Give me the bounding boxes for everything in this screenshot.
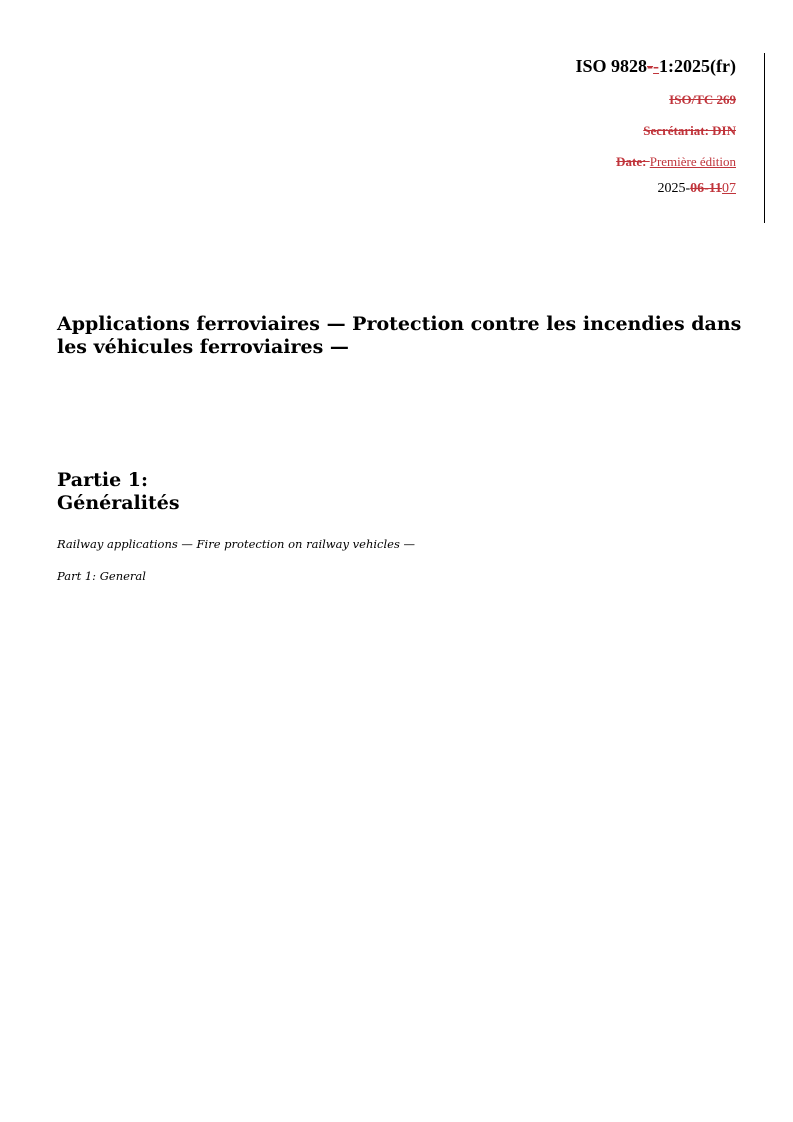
date-deleted: 06-11: [690, 181, 722, 196]
secretariat-line: [576, 123, 737, 139]
standard-number-inserted-dash: -: [653, 56, 660, 76]
revision-change-bar: [764, 53, 765, 223]
secretariat-deleted: Secrétariat: DIN: [643, 123, 736, 138]
part-title: [57, 469, 747, 515]
standard-number-deleted-dash: -: [647, 56, 654, 76]
standard-number-prefix: ISO 9828: [575, 56, 648, 76]
document-header: [576, 55, 737, 197]
date-inserted: 07: [722, 181, 736, 196]
date-label-deleted: Date:: [616, 154, 650, 169]
committee-deleted: ISO/TC 269: [669, 92, 736, 107]
english-part-title: Part 1: General: [57, 569, 146, 583]
part-name: Généralités: [57, 492, 180, 514]
standard-number: [576, 55, 737, 77]
edition-inserted: Première édition: [649, 154, 736, 169]
english-main-title: Railway applications — Fire protection on railway vehicles —: [57, 537, 416, 551]
date-line: [576, 181, 737, 197]
main-title: Applications ferroviaires — Protection contre les incendies dans les véhicules ferroviaires —: [57, 313, 742, 358]
committee-line: [576, 92, 737, 108]
part-number: Partie 1:: [57, 469, 149, 491]
standard-number-suffix: 1:2025(fr): [659, 56, 736, 76]
date-year: 2025-: [657, 181, 691, 196]
edition-line: [576, 154, 737, 170]
